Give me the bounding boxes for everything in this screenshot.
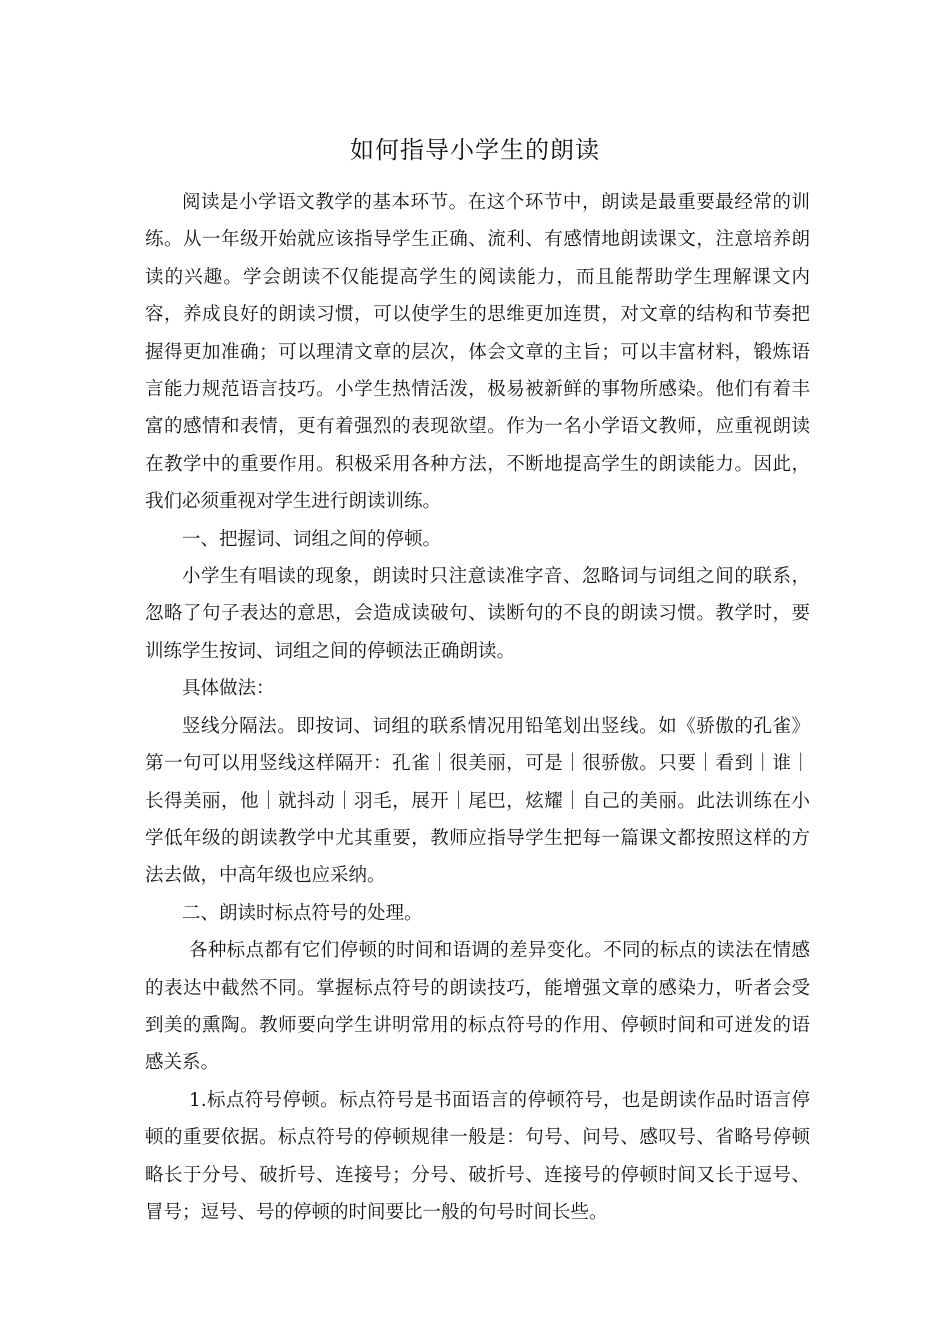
method-paragraph: 竖线分隔法。即按词、词组的联系情况用铅笔划出竖线。如《骄傲的孔雀》第一句可以用竖线这样隔开：孔雀｜很美丽，可是｜很骄傲。只要｜看到｜谁｜长得美丽，他｜就抖动｜羽毛，展开｜尾巴，炫耀｜自己的美丽。此法训练在小学低年级的朗读教学中尤其重要，教师应指导学生把每一篇课文都按照这样的方法去做，中高年级也应采纳。: [145, 715, 810, 887]
section-1-paragraph: 小学生有唱读的现象，朗读时只注意读准字音、忽略词与词组之间的联系，忽略了句子表达的意思，会造成读破句、读断句的不良的朗读习惯。教学时，要训练学生按词、词组之间的停顿法正确朗读。: [145, 566, 810, 662]
section-heading-1: 一、把握词、词组之间的停顿。: [182, 528, 442, 550]
punctuation-pause-paragraph: 1.标点符号停顿。标点符号是书面语言的停顿符号，也是朗读作品时语言停顿的重要依据。标点符号的停顿规律一般是：句号、问号、感叹号、省略号停顿略长于分号、破折号、连接号；分号、破折号、连接号的停顿时间又长于逗号、冒号；逗号、号的停顿的时间要比一般的句号时间长些。: [145, 1089, 810, 1223]
document-body: [145, 184, 810, 1231]
document-title: 如何指导小学生的朗读: [350, 136, 600, 164]
intro-paragraph: 阅读是小学语文教学的基本环节。在这个环节中，朗读是最重要最经常的训练。从一年级开始就应该指导学生正确、流利、有感情地朗读课文，注意培养朗读的兴趣。学会朗读不仅能提高学生的阅读能力，而且能帮助学生理解课文内容，养成良好的朗读习惯，可以使学生的思维更加连贯，对文章的结构和节奏把握得更加准确；可以理清文章的层次，体会文章的主旨；可以丰富材料，锻炼语言能力规范语言技巧。小学生热情活泼，极易被新鲜的事物所感染。他们有着丰富的感情和表情，更有着强烈的表现欲望。作为一名小学语文教师，应重视朗读在教学中的重要作用。积极采用各种方法，不断地提高学生的朗读能力。因此，我们必须重视对学生进行朗读训练。: [145, 192, 810, 513]
method-heading: 具体做法：: [182, 678, 275, 700]
section-heading-2: 二、朗读时标点符号的处理。: [182, 902, 423, 924]
section-2-paragraph: 各种标点都有它们停顿的时间和语调的差异变化。不同的标点的读法在情感的表达中截然不同。掌握标点符号的朗读技巧，能增强文章的感染力，听者会受到美的熏陶。教师要向学生讲明常用的标点符号的作用、停顿时间和可迸发的语感关系。: [145, 940, 810, 1074]
